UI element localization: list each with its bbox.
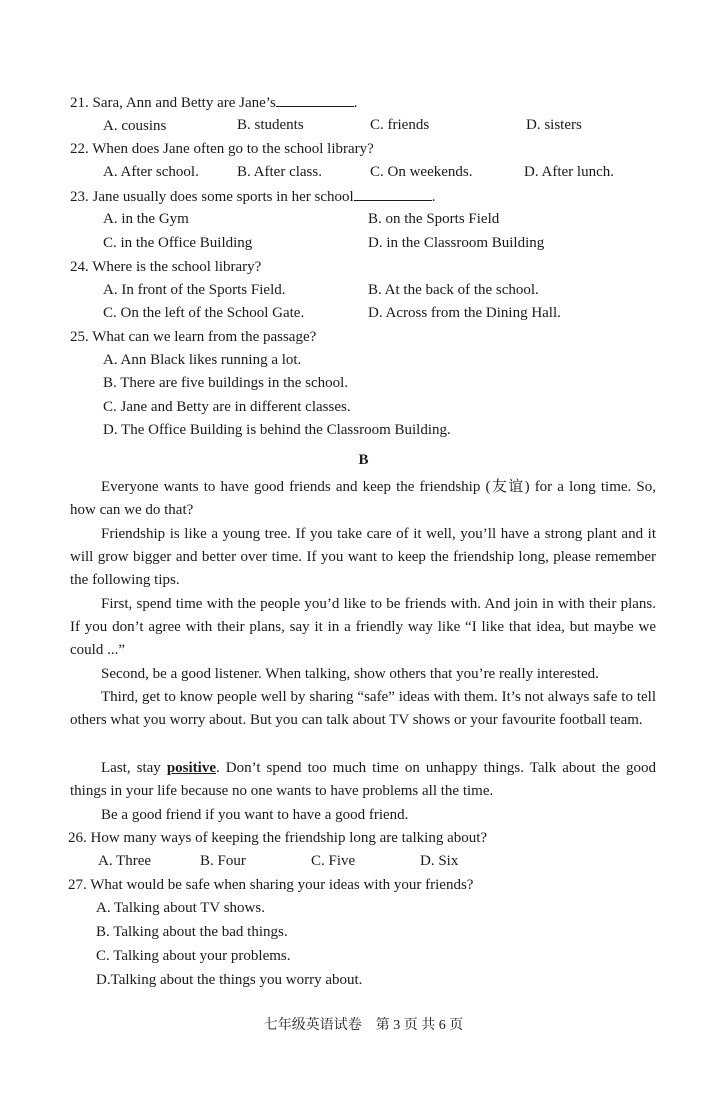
- paragraph-6-start: Last, stay: [101, 760, 167, 776]
- option-25a: A. Ann Black likes running a lot.: [103, 352, 302, 368]
- passage-paragraph-5: Third, get to know people well by sharing “safe” ideas with them. It’s not always safe to tell others what you worry about. But you can talk about TV shows or your favourite football team.: [70, 689, 656, 728]
- option-21d: D. sisters: [526, 117, 582, 133]
- option-27b: B. Talking about the bad things.: [96, 924, 288, 940]
- question-22-stem: 22. When does Jane often go to the school library?: [70, 141, 374, 157]
- option-23c: C. in the Office Building: [103, 235, 253, 251]
- option-25c: C. Jane and Betty are in different classes.: [103, 399, 351, 415]
- option-23a: A. in the Gym: [103, 211, 189, 227]
- option-24a: A. In front of the Sports Field.: [103, 282, 286, 298]
- question-25-stem: 25. What can we learn from the passage?: [70, 329, 317, 345]
- option-22b: B. After class.: [237, 164, 322, 180]
- option-26c: C. Five: [311, 853, 356, 869]
- keyword-positive: positive: [166, 760, 216, 776]
- option-26b: B. Four: [200, 853, 246, 869]
- passage-paragraph-3: First, spend time with the people you’d like to be friends with. And join in with their plans. If you don’t agree with their plans, say it in a friendly way like “I like that idea, but maybe we could ...”: [70, 596, 656, 658]
- paragraph-6-rest: . Don’t spend too much time on unhappy things. Talk about the good things in your life because no one wants to have problems all the time.: [70, 760, 656, 799]
- page-footer: 七年级英语试卷 第 3 页 共 6 页: [263, 1018, 464, 1033]
- answer-blank: [354, 186, 432, 201]
- option-21b: B. students: [237, 117, 304, 133]
- option-22d: D. After lunch.: [524, 164, 614, 180]
- question-23-end: .: [431, 189, 436, 205]
- option-22c: C. On weekends.: [370, 164, 473, 180]
- option-22a: A. After school.: [103, 164, 199, 180]
- section-heading: B: [358, 452, 369, 468]
- option-25d: D. The Office Building is behind the Classroom Building.: [103, 422, 451, 438]
- option-24c: C. On the left of the School Gate.: [103, 305, 305, 321]
- question-21-end: .: [353, 95, 358, 111]
- question-21: [70, 92, 358, 113]
- option-24d: D. Across from the Dining Hall.: [368, 305, 561, 321]
- passage-paragraph-7: Be a good friend if you want to have a good friend.: [101, 807, 409, 823]
- option-27d: D.Talking about the things you worry about.: [96, 972, 363, 988]
- question-23-stem: 23. Jane usually does some sports in her school: [70, 189, 354, 205]
- option-26a: A. Three: [98, 853, 152, 869]
- option-23d: D. in the Classroom Building: [368, 235, 545, 251]
- option-23b: B. on the Sports Field: [368, 211, 500, 227]
- question-24-stem: 24. Where is the school library?: [70, 259, 262, 275]
- passage-paragraph-6: [70, 757, 656, 803]
- passage-paragraph-4: Second, be a good listener. When talking, show others that you’re really interested.: [101, 666, 599, 682]
- answer-blank: [276, 92, 354, 107]
- option-25b: B. There are five buildings in the school.: [103, 375, 349, 391]
- passage-paragraph-2: Friendship is like a young tree. If you take care of it well, you’ll have a strong plant and it will grow bigger and better over time. If you want to keep the friendship long, please remember the following tips.: [70, 526, 656, 588]
- question-26-stem: 26. How many ways of keeping the friendship long are talking about?: [68, 830, 488, 846]
- option-21a: A. cousins: [103, 118, 167, 134]
- option-27c: C. Talking about your problems.: [96, 948, 291, 964]
- question-23: [70, 186, 435, 207]
- option-26d: D. Six: [420, 853, 459, 869]
- option-24b: B. At the back of the school.: [368, 282, 539, 298]
- question-21-stem: 21. Sara, Ann and Betty are Jane’s: [70, 95, 276, 111]
- passage-paragraph-1: Everyone wants to have good friends and keep the friendship (友谊) for a long time. So, how can we do that?: [70, 479, 656, 518]
- question-27-stem: 27. What would be safe when sharing your ideas with your friends?: [68, 877, 474, 893]
- option-21c: C. friends: [370, 117, 430, 133]
- option-27a: A. Talking about TV shows.: [96, 900, 265, 916]
